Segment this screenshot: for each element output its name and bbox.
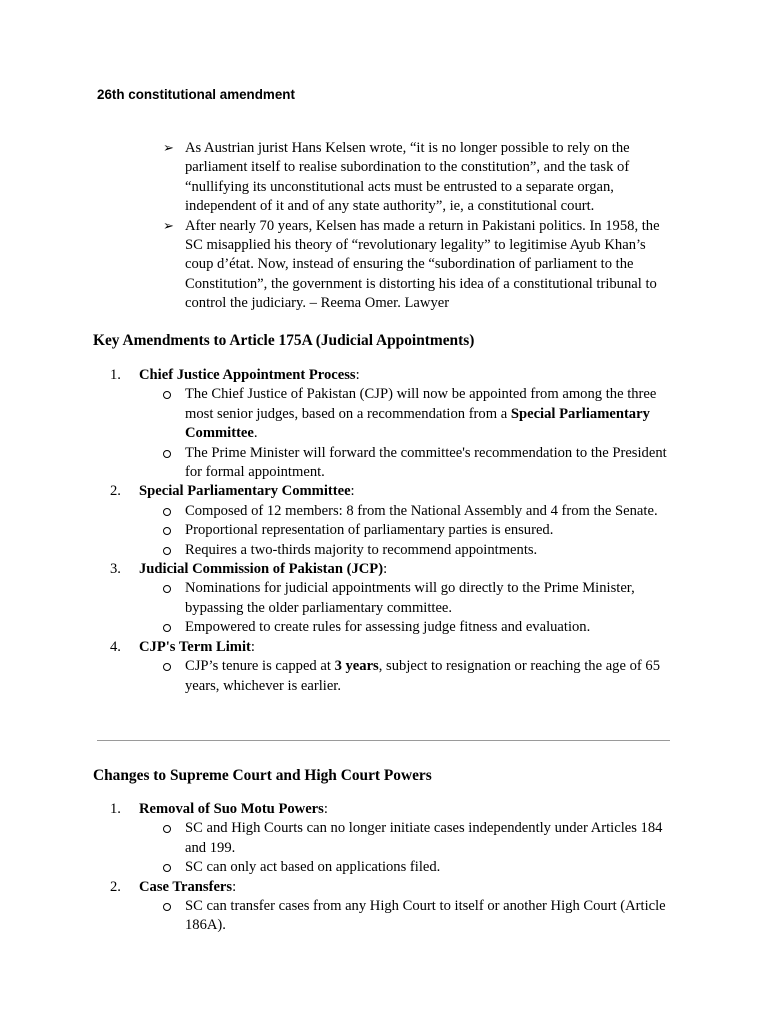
sub-text: Composed of 12 members: 8 from the National Assembly and 4 from the Senate. <box>185 502 658 519</box>
sub-text: Nominations for judicial appointments will go directly to the Prime Minister, bypassing the older parliamentary committee. <box>185 580 635 616</box>
sub-list <box>139 897 675 936</box>
sub-text-post: , subject to resignation or reaching the age of 65 years, whichever is earlier. <box>185 658 660 694</box>
list-number: 2. <box>110 483 121 500</box>
sub-item <box>139 521 675 540</box>
list-item-case-transfers <box>110 878 675 936</box>
item-suffix: : <box>383 561 388 578</box>
circle-bullet-icon <box>163 663 171 671</box>
item-suffix: : <box>323 801 328 817</box>
quote-text: As Austrian jurist Hans Kelsen wrote, “it is no longer possible to rely on the parliament itself to realise subordination to the constitution”, and the task of “nullifying its unconstitutional acts must be entrusted to a separate organ, independent of it and of any state authority”, ie, a constitutional court. <box>185 140 630 215</box>
arrow-bullet-icon: ➢ <box>163 141 174 156</box>
sub-item <box>139 897 675 936</box>
circle-bullet-icon <box>163 825 171 833</box>
circle-bullet-icon <box>163 547 171 555</box>
sub-item <box>139 579 675 618</box>
sub-list <box>139 579 675 637</box>
sub-item <box>139 657 675 696</box>
sub-text: Empowered to create rules for assessing judge fitness and evaluation. <box>185 619 591 636</box>
sub-text-bold: Special Parliamentary Committee <box>185 405 650 442</box>
sub-text: Requires a two-thirds majority to recommend appointments. <box>185 541 538 558</box>
quote-text: After nearly 70 years, Kelsen has made a return in Pakistani politics. In 1958, the SC misapplied his theory of “revolutionary legality” to legitimise Ayub Khan’s coup d’état. Now, instead of ensuring the “subordination of parliament to the Constitution”, the government is distorting his idea of a constitutional tribunal to control the judiciary. – Reema Omer. Lawyer <box>185 217 660 312</box>
arrow-bullet-icon: ➢ <box>163 218 174 234</box>
quote-item <box>163 139 675 217</box>
quote-item <box>163 217 675 314</box>
sub-list <box>139 657 675 696</box>
item-suffix: : <box>350 483 355 500</box>
circle-bullet-icon <box>163 585 171 593</box>
circle-bullet-icon <box>163 864 171 872</box>
item-title: Special Parliamentary Committee <box>139 483 351 500</box>
sub-text: SC and High Courts can no longer initiate cases independently under Articles 184 and 199. <box>185 820 663 856</box>
circle-bullet-icon <box>163 508 171 516</box>
sub-item <box>139 858 675 877</box>
item-title: Judicial Commission of Pakistan (JCP) <box>139 561 384 578</box>
sub-text-bold: 3 years <box>334 658 379 675</box>
sub-item <box>139 541 675 560</box>
sub-list <box>139 385 675 482</box>
quote-list <box>163 139 675 314</box>
sub-item <box>139 819 675 858</box>
court-powers-list <box>110 800 675 936</box>
sub-item <box>139 502 675 521</box>
list-item-term-limit <box>110 638 675 696</box>
list-number: 2. <box>110 878 121 895</box>
item-title: Case Transfers <box>139 878 233 895</box>
document-title: 26th constitutional amendment <box>97 87 295 102</box>
article-175a-list <box>110 366 675 696</box>
list-number: 3. <box>110 561 121 578</box>
circle-bullet-icon <box>163 903 171 911</box>
item-suffix: : <box>355 367 360 383</box>
list-item-cjp-appointment <box>110 366 675 482</box>
item-suffix: : <box>250 638 255 655</box>
sub-text: CJP’s tenure is capped at <box>185 658 335 675</box>
list-number: 1. <box>110 367 121 383</box>
sub-text: The Chief Justice of Pakistan (CJP) will now be appointed from among the three most senior judges, based on a recommendation from a <box>185 386 657 422</box>
sub-item <box>139 618 675 637</box>
sub-text: SC can transfer cases from any High Court to itself or another High Court (Article 186A). <box>185 898 666 934</box>
list-item-special-committee <box>110 482 675 560</box>
sub-text-post: . <box>253 425 258 442</box>
sub-list <box>139 819 675 877</box>
section-heading-court-powers: Changes to Supreme Court and High Court Powers <box>93 767 432 784</box>
item-suffix: : <box>232 878 237 895</box>
item-title: Removal of Suo Motu Powers <box>139 801 324 817</box>
sub-list <box>139 502 675 560</box>
sub-text: The Prime Minister will forward the committee's recommendation to the President for formal appointment. <box>185 444 667 481</box>
item-title: Chief Justice Appointment Process <box>139 367 356 383</box>
sub-text: SC can only act based on applications filed. <box>185 859 441 876</box>
circle-bullet-icon <box>163 391 171 399</box>
horizontal-divider <box>97 740 670 741</box>
list-number: 4. <box>110 638 121 655</box>
sub-item <box>139 444 675 483</box>
sub-item <box>139 385 675 443</box>
list-item-jcp <box>110 560 675 638</box>
list-number: 1. <box>110 801 121 817</box>
list-item-suo-motu <box>110 800 675 878</box>
item-title: CJP's Term Limit <box>139 638 251 655</box>
circle-bullet-icon <box>163 450 171 458</box>
circle-bullet-icon <box>163 624 171 632</box>
section-heading-article-175a: Key Amendments to Article 175A (Judicial Appointments) <box>93 332 475 349</box>
circle-bullet-icon <box>163 527 171 535</box>
sub-text: Proportional representation of parliamentary parties is ensured. <box>185 522 554 539</box>
